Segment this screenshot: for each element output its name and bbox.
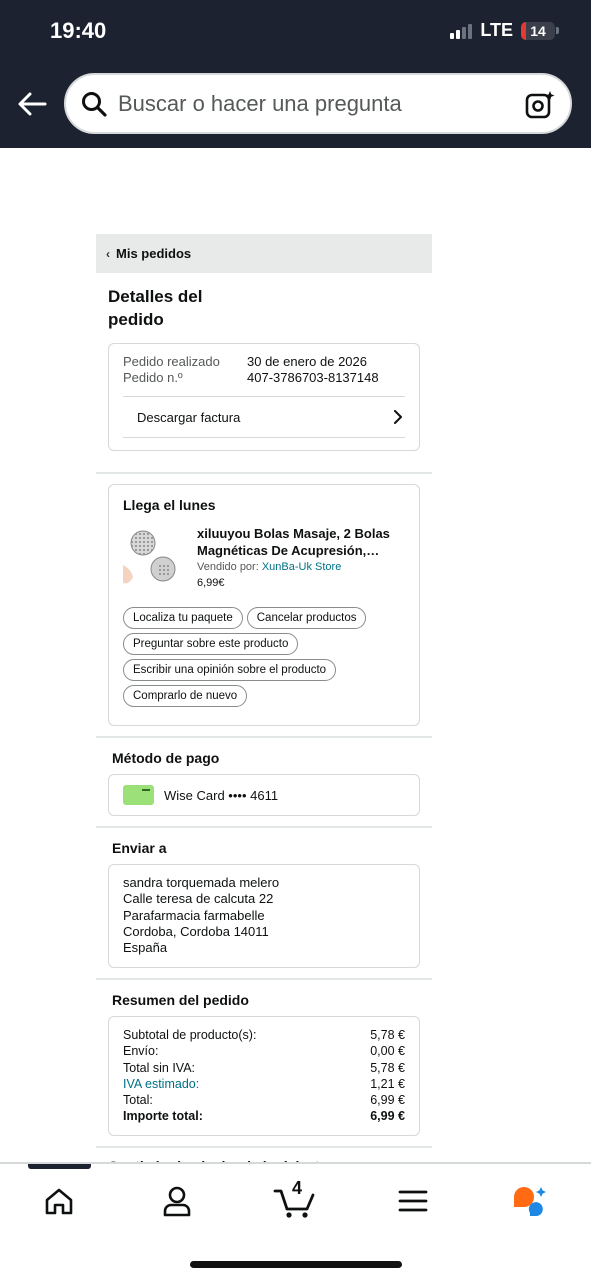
home-tab[interactable] <box>29 1176 89 1226</box>
back-button[interactable] <box>14 86 50 122</box>
search-icon[interactable] <box>80 90 108 118</box>
seller-link[interactable]: XunBa-Uk Store <box>261 561 342 573</box>
summary-label: Subtotal de producto(s): <box>123 1028 257 1042</box>
shipment-actions <box>123 607 405 707</box>
divider <box>96 472 432 474</box>
product-price: 6,99€ <box>197 577 225 589</box>
product-item[interactable] <box>123 525 405 589</box>
ask-product-question-button[interactable]: Preguntar sobre este producto <box>123 633 298 655</box>
order-info-card <box>108 343 420 451</box>
my-orders-label: Mis pedidos <box>116 246 192 261</box>
active-tab-indicator <box>28 1164 91 1169</box>
seller-row <box>197 561 405 573</box>
network-type: LTE <box>480 20 513 40</box>
order-number-label: Pedido n.º <box>123 370 183 385</box>
summary-value: 5,78 € <box>370 1060 405 1075</box>
summary-value: 6,99 € <box>370 1109 405 1124</box>
summary-grand-total-row <box>123 1108 405 1124</box>
status-indicators <box>450 20 559 41</box>
download-invoice-button[interactable] <box>123 396 405 438</box>
shipment-title: Llega el lunes <box>123 497 216 513</box>
summary-row <box>123 1092 405 1108</box>
status-time: 19:40 <box>50 18 107 43</box>
address-line: sandra torquemada melero <box>123 875 280 890</box>
battery-level <box>521 22 526 40</box>
order-summary-title: Resumen del pedido <box>112 992 249 1008</box>
payment-method-card <box>108 774 420 816</box>
chevron-left-icon: ‹ <box>106 246 110 261</box>
buy-again-button[interactable]: Comprarlo de nuevo <box>123 685 247 707</box>
summary-value: 6,99 € <box>370 1093 405 1108</box>
summary-label: Total: <box>123 1093 153 1108</box>
menu-icon <box>398 1188 428 1214</box>
summary-label: Importe total: <box>123 1109 203 1124</box>
battery-icon <box>521 22 559 40</box>
battery-percent: 14 <box>530 22 546 39</box>
search-bar[interactable] <box>64 73 572 134</box>
summary-label: Envío: <box>123 1044 159 1059</box>
track-package-button[interactable]: Localiza tu paquete <box>123 607 243 629</box>
payment-method-title: Método de pago <box>112 750 220 766</box>
estimated-vat-link[interactable]: IVA estimado: <box>123 1076 200 1091</box>
address-line: Calle teresa de calcuta 22 <box>123 891 274 907</box>
address-line: Parafarmacia farmabelle <box>123 907 265 923</box>
cart-count-badge: 4 <box>292 1178 303 1198</box>
payment-card-label: Wise Card •••• 4611 <box>164 787 279 803</box>
shipping-address-card <box>108 864 420 968</box>
product-image[interactable] <box>123 525 187 589</box>
summary-value: 5,78 € <box>370 1028 405 1042</box>
address-line: España <box>123 940 168 956</box>
product-name[interactable]: xiluuyou Bolas Masaje, 2 Bolas Magnéticas De Acupresión, <box>197 526 390 558</box>
home-icon <box>44 1186 74 1216</box>
ship-to-title: Enviar a <box>112 840 167 856</box>
order-date-row <box>123 354 405 370</box>
summary-row <box>123 1027 405 1043</box>
summary-row <box>123 1043 405 1059</box>
signal-icon <box>450 23 472 39</box>
cancel-items-button[interactable]: Cancelar productos <box>247 607 367 629</box>
account-tab[interactable] <box>147 1176 207 1226</box>
top-bar <box>0 0 591 148</box>
rufus-tab[interactable] <box>500 1176 560 1226</box>
account-icon <box>162 1185 192 1217</box>
menu-tab[interactable] <box>383 1176 443 1226</box>
arrow-left-icon <box>17 91 47 117</box>
rufus-icon <box>510 1183 550 1219</box>
download-invoice-label: Descargar factura <box>137 409 241 425</box>
order-summary-card <box>108 1016 420 1136</box>
home-indicator <box>190 1261 402 1268</box>
order-number-row <box>123 370 405 386</box>
summary-row <box>123 1060 405 1076</box>
write-review-button[interactable]: Escribir una opinión sobre el producto <box>123 659 336 681</box>
page-title: Detalles del pedido <box>108 287 203 329</box>
summary-value: 0,00 € <box>370 1044 405 1059</box>
search-input[interactable] <box>118 91 498 117</box>
my-orders-link[interactable] <box>96 234 432 273</box>
address-line: Cordoba, Cordoba 14011 <box>123 923 269 939</box>
sold-by-label: Vendido por: <box>197 561 259 573</box>
chevron-right-icon <box>391 410 405 424</box>
summary-label: Total sin IVA: <box>123 1060 196 1075</box>
summary-value: 1,21 € <box>370 1076 405 1091</box>
credit-card-icon <box>123 785 154 805</box>
shipment-card <box>108 484 420 726</box>
order-number-value: 407-3786703-8137148 <box>247 370 379 385</box>
product-info <box>197 525 405 589</box>
order-date-value: 30 de enero de 2026 <box>247 354 367 369</box>
summary-row <box>123 1076 405 1092</box>
order-date-label: Pedido realizado <box>123 354 220 369</box>
camera-icon[interactable] <box>524 89 556 121</box>
order-details-page <box>96 234 432 1184</box>
